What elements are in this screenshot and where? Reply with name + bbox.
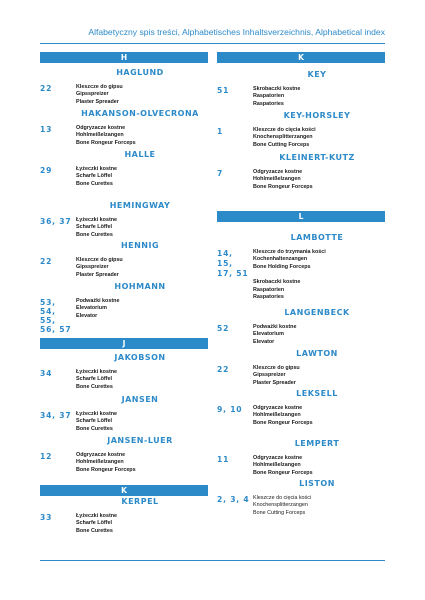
entry-item: Kleszcze do gipsu: [253, 365, 300, 371]
entry-item: Elevatorium: [76, 305, 107, 312]
section-bar-k: K: [40, 485, 208, 496]
page-number: 22: [40, 84, 53, 93]
page-number: 52: [217, 324, 230, 333]
page-number: 2, 3, 4: [217, 495, 250, 504]
page-number: 53, 54, 55, 56, 57: [40, 298, 72, 334]
entry-item: Raspatories: [253, 294, 284, 301]
entry-item: Odgryzacze kostne: [76, 452, 126, 458]
entry-item: Bone Holding Forceps: [253, 263, 311, 270]
page-number: 22: [217, 365, 230, 374]
header-rule: [40, 43, 385, 44]
entry-item: Scharfe Löffel: [76, 418, 112, 425]
page-number: 7: [217, 169, 224, 178]
entry-item: Skrobaczki kostne: [253, 279, 301, 286]
entry-item: Bone Curettes: [76, 180, 113, 187]
entry-item: Scharfe Löffel: [76, 224, 112, 231]
entry-item: Odgryzacze kostne: [253, 169, 303, 175]
page-header-title: Alfabetyczny spis treści, Alphabetisches Inhaltsverzeichnis, Alphabetical index: [88, 27, 385, 37]
page-number: 9, 10: [217, 405, 243, 414]
entry-name: LEMPERT: [294, 439, 340, 448]
index-entry-lambotte: [217, 232, 385, 301]
index-entry-lempert: [217, 438, 385, 477]
page-number: 14, 15, 17, 51: [217, 249, 249, 278]
entry-item: Odgryzacze kostne: [253, 455, 303, 461]
entry-item: Plaster Spreader: [76, 271, 119, 278]
entry-name: JAKOBSON: [114, 353, 166, 362]
entry-name: KLEINERT-KUTZ: [279, 153, 355, 162]
index-entry-haglund: [40, 67, 208, 106]
entry-name: HOHMANN: [114, 282, 166, 291]
page-number: 51: [217, 86, 230, 95]
entry-item: Bone Rongeur Forceps: [76, 466, 136, 473]
entry-item: Podważki kostne: [253, 324, 297, 330]
index-entry-leksell: [217, 388, 385, 427]
index-column-right: [217, 52, 385, 542]
page-number: 12: [40, 452, 53, 461]
page-number: 29: [40, 166, 53, 175]
entry-item: Bone Rongeur Forceps: [76, 139, 136, 146]
entry-name: HENNIG: [120, 241, 160, 250]
entry-item: Hohlmeißelzangen: [253, 176, 301, 183]
page-number: 13: [40, 125, 53, 134]
index-entry-key: [217, 69, 385, 108]
entry-item: Raspatorien: [253, 93, 285, 100]
entry-item: Łyżeczki kostne: [76, 217, 118, 223]
entry-name: JANSEN-LUER: [107, 436, 173, 445]
entry-item: Bone Rongeur Forceps: [253, 183, 313, 190]
entry-item: Kleszcze do cięcia kości: [253, 495, 312, 501]
entry-name: KEY-HORSLEY: [283, 111, 351, 120]
index-entry-langenbeck: [217, 307, 385, 346]
entry-item: Bone Rongeur Forceps: [253, 469, 313, 476]
page-number: 1: [217, 127, 224, 136]
entry-item: Łyżeczki kostne: [76, 369, 118, 375]
entry-item: Hohlmeißelzangen: [76, 132, 124, 139]
section-bar-k: K: [217, 52, 385, 63]
entry-item: Bone Curettes: [76, 383, 113, 390]
page-number: 22: [40, 257, 53, 266]
page-number: 36, 37: [40, 217, 72, 226]
entry-item: Bone Curettes: [76, 527, 113, 534]
entry-item: Kochenhaltenzangen: [253, 256, 308, 263]
entry-name: LAWTON: [296, 349, 338, 358]
index-entry-jansen: [40, 394, 208, 433]
section-bar-l: L: [217, 211, 385, 222]
entry-item: Scharfe Löffel: [76, 173, 112, 180]
entry-name: HEMINGWAY: [109, 201, 171, 210]
entry-name: LAMBOTTE: [290, 233, 344, 242]
entry-item: Plaster Spreader: [76, 98, 119, 105]
entry-item: Odgryzacze kostne: [253, 405, 303, 411]
entry-item: Hohlmeißelzangen: [76, 459, 124, 466]
index-entry-key-horsley: [217, 110, 385, 149]
entry-item: Elevator: [76, 312, 98, 319]
page-number: 33: [40, 513, 53, 522]
entry-item: Hohlmeißelzangen: [253, 412, 301, 419]
entry-item: Hohlmeißelzangen: [253, 462, 301, 469]
entry-item: Gipsspreizer: [76, 264, 109, 271]
entry-name: LANGENBECK: [284, 308, 350, 317]
entry-item: Gipsspreizer: [76, 91, 109, 98]
section-bar-h: H: [40, 52, 208, 63]
entry-item: Bone Curettes: [76, 231, 113, 238]
entry-item: Kleszcze do gipsu: [76, 84, 123, 90]
entry-item: Knochensplitterzangen: [253, 502, 308, 509]
entry-name: HAGLUND: [116, 68, 164, 77]
index-column-left: [40, 52, 208, 542]
index-entry-hennig: [40, 240, 208, 279]
index-entry-hakanson-olvecrona: [40, 108, 208, 147]
entry-name: HAKANSON-OLVECRONA: [81, 109, 199, 118]
entry-item: Elevatorium: [253, 331, 284, 338]
entry-item: Skrobaczki kostne: [253, 86, 301, 92]
entry-item: Scharfe Löffel: [76, 520, 112, 527]
index-entry-hemingway: [40, 200, 208, 239]
entry-item: Bone Cutting Forceps: [253, 509, 306, 516]
entry-item: Kleszcze do trzymania kości: [253, 249, 326, 255]
entry-item: Elevator: [253, 338, 275, 345]
index-entry-kerpel: [40, 496, 208, 535]
entry-item: [253, 271, 385, 279]
index-entry-liston: [217, 478, 385, 517]
entry-name: KEY: [307, 70, 327, 79]
entry-name: KERPEL: [121, 497, 159, 506]
entry-item: Scharfe Löffel: [76, 376, 112, 383]
entry-item: Podważki kostne: [76, 298, 120, 304]
entry-item: Łyżeczki kostne: [76, 166, 118, 172]
entry-item: Raspatorien: [253, 286, 285, 293]
footer-rule: [40, 560, 385, 561]
entry-name: LISTON: [299, 479, 335, 488]
entry-item: Raspatories: [253, 100, 284, 107]
index-entry-jansen-luer: [40, 435, 208, 474]
index-entry-hohmann: [40, 281, 208, 334]
index-entry-jakobson: [40, 352, 208, 391]
entry-item: Łyżeczki kostne: [76, 411, 118, 417]
index-entry-lawton: [217, 348, 385, 387]
entry-item: Kleszcze do cięcia kości: [253, 127, 316, 133]
entry-name: HALLE: [124, 150, 156, 159]
entry-item: Knochensplitterzangen: [253, 134, 313, 141]
entry-item: Bone Curettes: [76, 425, 113, 432]
entry-item: Kleszcze do gipsu: [76, 257, 123, 263]
entry-item: Bone Rongeur Forceps: [253, 419, 313, 426]
entry-item: Bone Cutting Forceps: [253, 141, 310, 148]
index-entry-kleinert-kutz: [217, 152, 385, 191]
entry-name: LEKSELL: [296, 389, 338, 398]
entry-item: Łyżeczki kostne: [76, 513, 118, 519]
entry-item: Gipsspreizer: [253, 372, 286, 379]
entry-name: JANSEN: [121, 395, 159, 404]
entry-item: Odgryzacze kostne: [76, 125, 126, 131]
page-number: 34, 37: [40, 411, 72, 420]
page-number: 11: [217, 455, 230, 464]
index-entry-halle: [40, 149, 208, 188]
page-number: 34: [40, 369, 53, 378]
section-bar-j: J: [40, 338, 208, 349]
entry-item: Plaster Spreader: [253, 379, 296, 386]
